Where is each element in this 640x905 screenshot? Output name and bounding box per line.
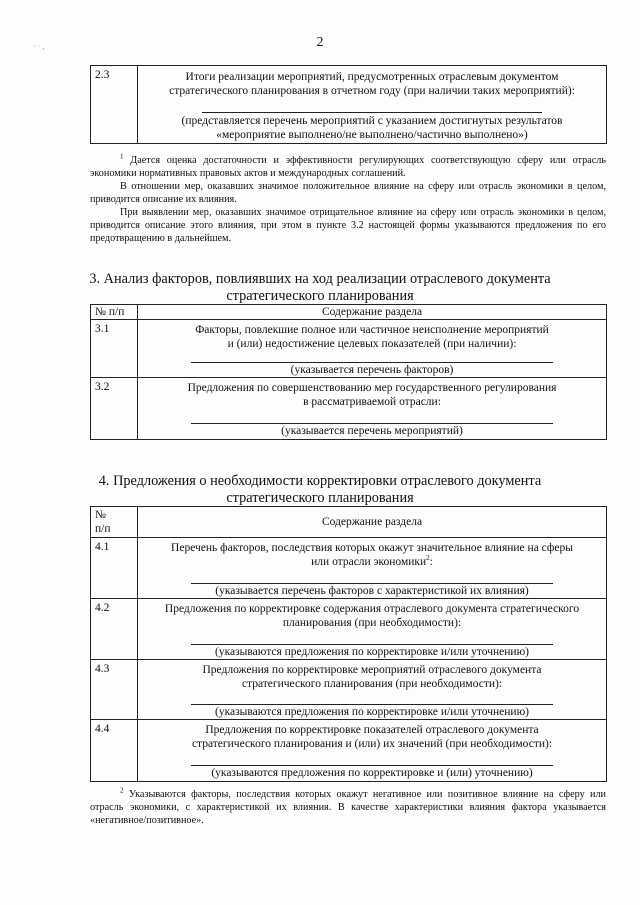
row-number: 4.2 [91,599,138,660]
row-note: (указывается перечень факторов) [290,364,454,376]
row-line: или отрасли экономики [311,556,427,568]
row-note: (указываются предложения по корректировке и/или уточнению) [215,706,529,718]
row-note: (указывается перечень факторов с характеристикой их влияния) [215,585,529,597]
row-line: Факторы, повлекшие полное или частичное неисполнение мероприятий [195,324,549,336]
table-row-2-3 [90,65,607,144]
row-note: (указывается перечень мероприятий) [281,425,463,437]
row-line: Предложения по корректировке мероприятий отраслевого документа [202,664,542,676]
header-num-line: № [95,509,106,521]
row-line: и (или) недостижение целевых показателей (при наличии): [227,338,517,350]
row-note-line: «мероприятие выполнено/не выполнено/частично выполнено») [216,129,528,141]
row-number: 2.3 [91,66,138,144]
row-line: в рассматриваемой отрасли: [303,396,441,408]
row-content [138,66,607,144]
section-4-table [90,506,607,782]
footnote-ref: 2 [426,554,430,563]
section-3-title [0,271,640,305]
row-content [138,599,607,660]
row-title-line: Итоги реализации мероприятий, предусмотренных отраслевым документом [185,71,559,83]
row-content [138,320,607,378]
section-4-title [0,473,640,507]
header-num-line: п/п [95,523,111,535]
table-row [91,538,607,599]
footnote-1 [90,154,606,245]
row-content [138,538,607,599]
row-line: планирования (при необходимости): [282,617,462,629]
row-line: стратегического планирования и (или) их значений (при необходимости): [191,738,553,750]
row-note: (указываются предложения по корректировке и (или) уточнению) [211,767,533,779]
row-number: 3.1 [91,320,138,378]
footnote-paragraph: При выявлении мер, оказавших значимое отрицательное влияние на сферу или отрасль экономики в целом, приводится описание этого влияния, при этом в пункте 3.2 настоящей формы указываются предложения по его предотвращению в дальнейшем. [90,207,606,244]
table-row [91,720,607,782]
table-row [91,660,607,720]
footnote-paragraph: В отношении мер, оказавших значимое положительное влияние на сферу или отрасль экономики в целом, приводится описание их влияния. [90,181,606,205]
row-content [138,660,607,720]
header-content: Содержание раздела [138,507,607,538]
row-content [138,720,607,782]
table-row [91,599,607,660]
row-line: Перечень факторов, последствия которых окажут значительное влияние на сферы [171,542,573,554]
row-note: (указываются предложения по корректировке и/или уточнению) [215,646,529,658]
row-number: 4.1 [91,538,138,599]
row-line-with-ref [146,555,598,569]
fill-in-line [202,112,542,113]
row-line: Предложения по корректировке содержания отраслевого документа стратегического [164,603,580,615]
section-title-line: 4. Предложения о необходимости корректировки отраслевого документа [98,473,542,489]
table-row [91,378,607,440]
row-line: Предложения по совершенствованию мер государственного регулирования [187,382,557,394]
row-title-line: стратегического планирования в отчетном году (при наличии таких мероприятий): [169,85,575,97]
footnote-text: Указываются факторы, последствия которых окажут негативное или позитивное влияние на сферу или отрасль экономики, с характеристикой их влияния. В качестве характеристики влияния фактора указывается «негативное/позитивное». [90,789,607,826]
row-line: Предложения по корректировке показателей отраслевого документа [205,724,539,736]
table-row [91,320,607,378]
header-content: Содержание раздела [138,305,607,320]
footnote-marker: 1 [120,152,124,161]
section-title-line: стратегического планирования [226,288,414,304]
header-num: № п/п [91,305,138,320]
row-number: 3.2 [91,378,138,440]
footnote-2 [90,788,606,827]
footnote-marker: 2 [120,786,124,795]
row-note-line: (представляется перечень мероприятий с указанием достигнутых результатов [181,115,563,127]
row-line: стратегического планирования (при необходимости): [241,678,503,690]
row-content [138,378,607,440]
section-title-line: 3. Анализ факторов, повлиявших на ход реализации отраслевого документа [89,271,551,287]
row-number: 4.4 [91,720,138,782]
row-line-suffix: : [429,556,433,568]
section-3-table [90,304,607,440]
page-number: 2 [316,35,324,50]
row-number: 4.3 [91,660,138,720]
scan-mark: · · , [33,42,45,51]
section-title-line: стратегического планирования [226,490,414,506]
header-num [91,507,138,538]
footnote-text: Дается оценка достаточности и эффективности регулирующих соответствующую сферу или отрасль экономики нормативных правовых актов и международных соглашений. [90,155,606,179]
